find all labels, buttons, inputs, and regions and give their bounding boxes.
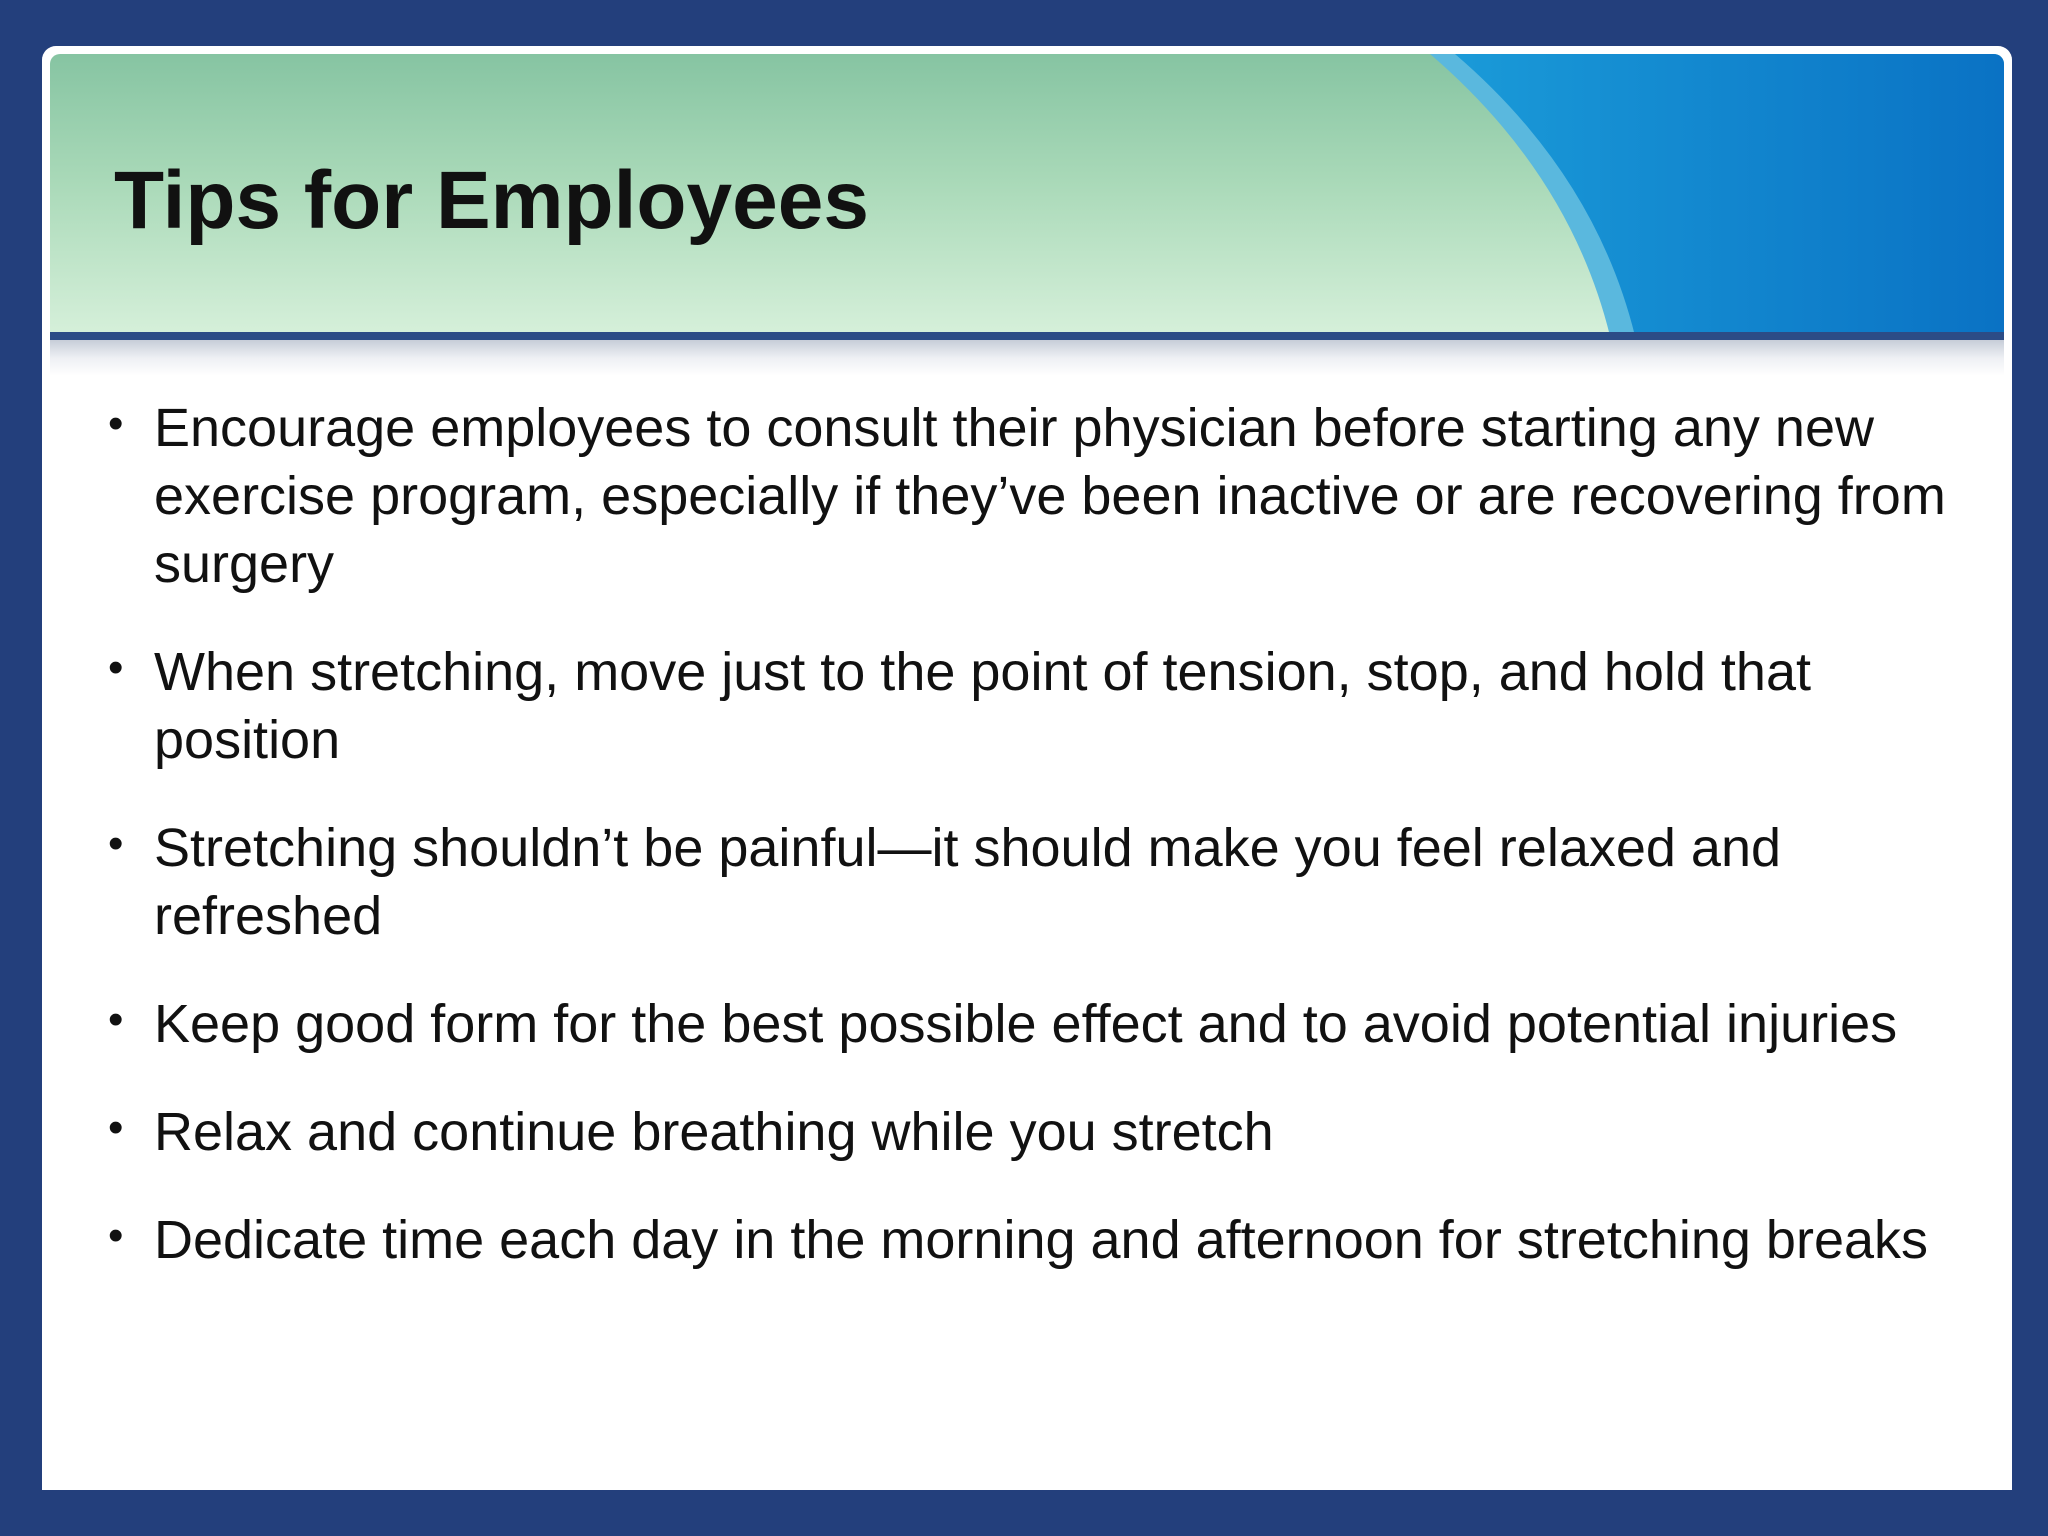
bullet-icon: • — [108, 1211, 124, 1260]
bullet-item — [106, 1098, 1966, 1166]
bullet-text: Dedicate time each day in the morning and afternoon for stretching breaks — [154, 1210, 1929, 1270]
bullet-icon: • — [108, 995, 124, 1044]
bullet-item — [106, 1206, 1966, 1274]
bullet-text: Stretching shouldn’t be painful—it should make you feel relaxed and refreshed — [154, 818, 1782, 946]
bullet-item — [106, 394, 1966, 598]
header-divider — [50, 332, 2004, 340]
bullet-text: When stretching, move just to the point of tension, stop, and hold that position — [154, 642, 1811, 770]
bullet-icon: • — [108, 819, 124, 868]
slide-title: Tips for Employees — [114, 155, 869, 246]
bullet-text: Relax and continue breathing while you stretch — [154, 1102, 1274, 1162]
bullet-item — [106, 638, 1966, 774]
bullet-list — [106, 394, 1966, 1314]
bullet-icon: • — [108, 399, 124, 448]
bullet-icon: • — [108, 1103, 124, 1152]
bullet-item — [106, 814, 1966, 950]
bullet-item — [106, 990, 1966, 1058]
bullet-text: Keep good form for the best possible effect and to avoid potential injuries — [154, 994, 1898, 1054]
slide-header — [50, 54, 2004, 336]
bullet-icon: • — [108, 643, 124, 692]
slide — [42, 46, 2012, 1490]
divider-shadow — [50, 340, 2004, 376]
bullet-text: Encourage employees to consult their physician before starting any new exercise program, especially if they’ve been inactive or are recovering from surgery — [154, 398, 1946, 594]
